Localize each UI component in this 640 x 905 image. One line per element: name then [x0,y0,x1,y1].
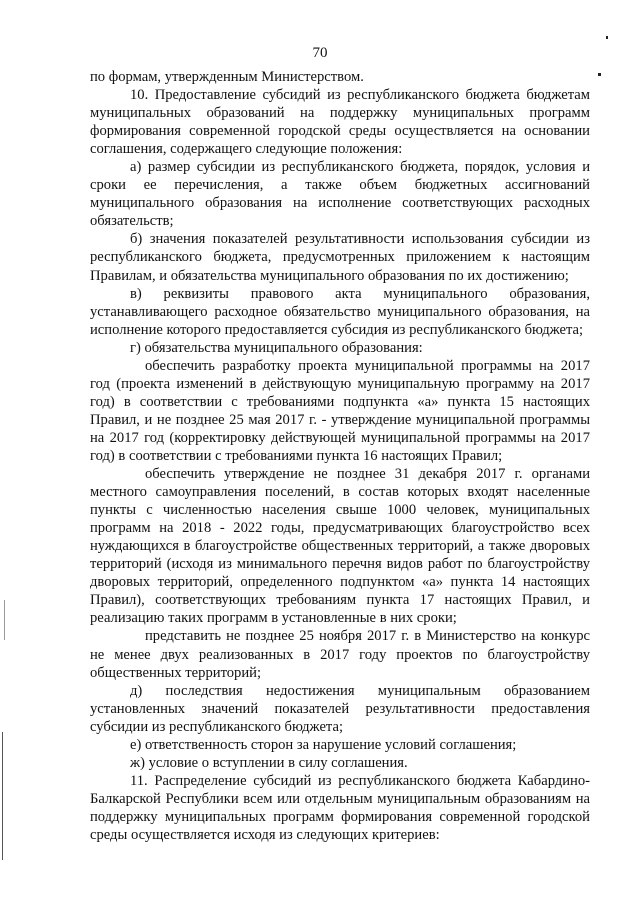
paragraph: 11. Распределение субсидий из республиканского бюджета Кабардино-Балкарской Республики всем или отдельным муниципальным образованиям на поддержку муниципальных программ формирования современной городской среды осуществляется исходя из следующих критериев: [90,772,590,843]
scan-speck [598,73,601,76]
paragraph: д) последствия недостижения муниципальным образованием установленных значений показателей результативности предоставления субсидии из республиканского бюджета; [90,682,590,735]
paragraph: г) обязательства муниципального образования: [130,339,423,356]
paragraph: обеспечить разработку проекта муниципальной программы на 2017 год (проекта изменений в действующую муниципальную программу на 2017 год) в соответствии с требованиями подпункта «а» пункта 15 настоящих Правил, и не позднее 25 мая 2017 г. - утверждение муниципальной программы на 2017 год (корректировку действующей муниципальной программы на 2017 год) в соответствии с требованиями пункта 16 настоящих Правил; [90,357,590,464]
paragraph: а) размер субсидии из республиканского бюджета, порядок, условия и сроки ее перечисления, а также объем бюджетных ассигнований муниципального образования на исполнение соответствующих расходных обязательств; [90,159,590,230]
scan-edge-line [2,732,3,860]
paragraph: обеспечить утверждение не позднее 31 декабря 2017 г. органами местного самоуправления поселений, в состав которых входят населенные пункты с численностью населения свыше 1000 человек, муниципальных программ на 2018 - 2022 годы, предусматривающих благоустройство всех нуждающихся в благоустройстве общественных территорий, а также дворовых территорий (исходя из минимального перечня видов работ по благоустройству дворовых территорий, определенного подпунктом «а» пункта 14 настоящих Правил), соответствующих требованиям пункта 17 настоящих Правил, и реализацию таких программ в установленные в них сроки; [90,466,590,627]
scan-speck [606,36,608,39]
paragraph: 10. Предоставление субсидий из республиканского бюджета бюджетам муниципальных образований на поддержку муниципальных программ формирования современной городской среды осуществляется на основании соглашения, содержащего следующие положения: [90,87,590,158]
paragraph: в) реквизиты правового акта муниципального образования, устанавливающего расходное обязательство муниципального образования, на исполнение которого предоставляется субсидия из республиканского бюджета; [90,285,590,338]
paragraph: е) ответственность сторон за нарушение условий соглашения; [130,736,517,753]
paragraph: по формам, утвержденным Министерством. [90,69,364,85]
document-body [90,68,590,844]
page-number: 70 [312,45,328,61]
paragraph: б) значения показателей результативности использования субсидии из республиканского бюджета, предусмотренных приложением к настоящим Правилам, и обязательства муниципального образования по их достижению; [90,231,590,284]
paragraph: ж) условие о вступлении в силу соглашения. [130,754,408,771]
scan-edge-line [4,600,5,640]
paragraph: представить не позднее 25 ноября 2017 г. в Министерство на конкурс не менее двух реализованных в 2017 году проектов по благоустройству общественных территорий; [90,628,590,681]
